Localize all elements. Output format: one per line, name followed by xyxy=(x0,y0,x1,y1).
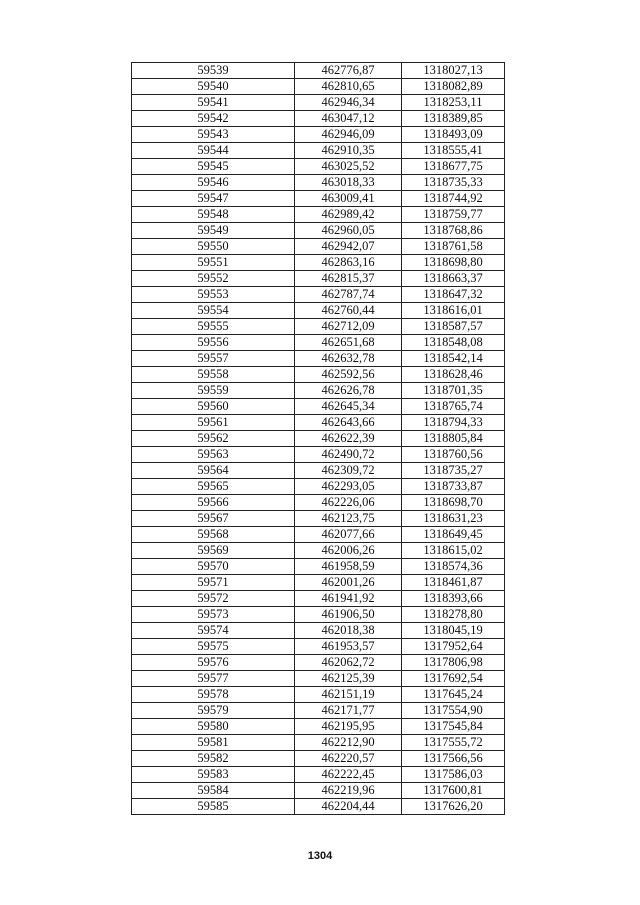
x-coordinate-cell: 462062,72 xyxy=(295,655,402,671)
y-coordinate-cell: 1318765,74 xyxy=(402,399,505,415)
x-coordinate-cell: 462592,56 xyxy=(295,367,402,383)
table-row xyxy=(132,735,505,751)
table-row xyxy=(132,687,505,703)
page-number: 1304 xyxy=(307,850,333,862)
table-row xyxy=(132,463,505,479)
x-coordinate-cell: 462006,26 xyxy=(295,543,402,559)
x-coordinate-cell: 462222,45 xyxy=(295,767,402,783)
x-coordinate-cell: 462643,66 xyxy=(295,415,402,431)
y-coordinate-cell: 1318735,27 xyxy=(402,463,505,479)
y-coordinate-cell: 1317626,20 xyxy=(402,799,505,815)
point-id-cell: 59541 xyxy=(132,95,295,111)
table-row xyxy=(132,415,505,431)
table-row xyxy=(132,303,505,319)
y-coordinate-cell: 1318735,33 xyxy=(402,175,505,191)
x-coordinate-cell: 462018,38 xyxy=(295,623,402,639)
table-row xyxy=(132,127,505,143)
table-row xyxy=(132,527,505,543)
y-coordinate-cell: 1318278,80 xyxy=(402,607,505,623)
y-coordinate-cell: 1317692,54 xyxy=(402,671,505,687)
x-coordinate-cell: 462220,57 xyxy=(295,751,402,767)
y-coordinate-cell: 1318744,92 xyxy=(402,191,505,207)
y-coordinate-cell: 1318698,70 xyxy=(402,495,505,511)
x-coordinate-cell: 462651,68 xyxy=(295,335,402,351)
table-row xyxy=(132,271,505,287)
table-row xyxy=(132,575,505,591)
table-row xyxy=(132,799,505,815)
table-row xyxy=(132,447,505,463)
y-coordinate-cell: 1318616,01 xyxy=(402,303,505,319)
x-coordinate-cell: 462309,72 xyxy=(295,463,402,479)
x-coordinate-cell: 462946,34 xyxy=(295,95,402,111)
y-coordinate-cell: 1318555,41 xyxy=(402,143,505,159)
point-id-cell: 59555 xyxy=(132,319,295,335)
y-coordinate-cell: 1318082,89 xyxy=(402,79,505,95)
point-id-cell: 59574 xyxy=(132,623,295,639)
point-id-cell: 59547 xyxy=(132,191,295,207)
table-row xyxy=(132,399,505,415)
point-id-cell: 59543 xyxy=(132,127,295,143)
x-coordinate-cell: 463009,41 xyxy=(295,191,402,207)
table-row xyxy=(132,751,505,767)
point-id-cell: 59569 xyxy=(132,543,295,559)
y-coordinate-cell: 1318759,77 xyxy=(402,207,505,223)
point-id-cell: 59565 xyxy=(132,479,295,495)
table-row xyxy=(132,767,505,783)
point-id-cell: 59578 xyxy=(132,687,295,703)
y-coordinate-cell: 1318542,14 xyxy=(402,351,505,367)
point-id-cell: 59576 xyxy=(132,655,295,671)
point-id-cell: 59557 xyxy=(132,351,295,367)
y-coordinate-cell: 1318587,57 xyxy=(402,319,505,335)
point-id-cell: 59564 xyxy=(132,463,295,479)
x-coordinate-cell: 462195,95 xyxy=(295,719,402,735)
y-coordinate-cell: 1317806,98 xyxy=(402,655,505,671)
y-coordinate-cell: 1318805,84 xyxy=(402,431,505,447)
x-coordinate-cell: 462077,66 xyxy=(295,527,402,543)
point-id-cell: 59567 xyxy=(132,511,295,527)
x-coordinate-cell: 461941,92 xyxy=(295,591,402,607)
x-coordinate-cell: 462626,78 xyxy=(295,383,402,399)
y-coordinate-cell: 1318493,09 xyxy=(402,127,505,143)
table-row xyxy=(132,175,505,191)
point-id-cell: 59545 xyxy=(132,159,295,175)
point-id-cell: 59540 xyxy=(132,79,295,95)
y-coordinate-cell: 1318615,02 xyxy=(402,543,505,559)
y-coordinate-cell: 1317952,64 xyxy=(402,639,505,655)
x-coordinate-cell: 462760,44 xyxy=(295,303,402,319)
point-id-cell: 59583 xyxy=(132,767,295,783)
coordinates-table-body xyxy=(132,63,505,815)
y-coordinate-cell: 1318628,46 xyxy=(402,367,505,383)
point-id-cell: 59562 xyxy=(132,431,295,447)
point-id-cell: 59575 xyxy=(132,639,295,655)
point-id-cell: 59563 xyxy=(132,447,295,463)
table-row xyxy=(132,367,505,383)
table-row xyxy=(132,655,505,671)
table-row xyxy=(132,783,505,799)
table-row xyxy=(132,255,505,271)
point-id-cell: 59581 xyxy=(132,735,295,751)
point-id-cell: 59550 xyxy=(132,239,295,255)
x-coordinate-cell: 461906,50 xyxy=(295,607,402,623)
x-coordinate-cell: 462910,35 xyxy=(295,143,402,159)
point-id-cell: 59579 xyxy=(132,703,295,719)
y-coordinate-cell: 1318574,36 xyxy=(402,559,505,575)
point-id-cell: 59585 xyxy=(132,799,295,815)
y-coordinate-cell: 1318733,87 xyxy=(402,479,505,495)
y-coordinate-cell: 1317555,72 xyxy=(402,735,505,751)
table-row xyxy=(132,63,505,79)
x-coordinate-cell: 462810,65 xyxy=(295,79,402,95)
x-coordinate-cell: 462171,77 xyxy=(295,703,402,719)
x-coordinate-cell: 462989,42 xyxy=(295,207,402,223)
x-coordinate-cell: 462712,09 xyxy=(295,319,402,335)
x-coordinate-cell: 461953,57 xyxy=(295,639,402,655)
y-coordinate-cell: 1318548,08 xyxy=(402,335,505,351)
point-id-cell: 59559 xyxy=(132,383,295,399)
table-row xyxy=(132,191,505,207)
point-id-cell: 59546 xyxy=(132,175,295,191)
x-coordinate-cell: 462125,39 xyxy=(295,671,402,687)
point-id-cell: 59560 xyxy=(132,399,295,415)
y-coordinate-cell: 1318677,75 xyxy=(402,159,505,175)
point-id-cell: 59539 xyxy=(132,63,295,79)
y-coordinate-cell: 1317600,81 xyxy=(402,783,505,799)
table-row xyxy=(132,543,505,559)
x-coordinate-cell: 462776,87 xyxy=(295,63,402,79)
x-coordinate-cell: 462123,75 xyxy=(295,511,402,527)
x-coordinate-cell: 462226,06 xyxy=(295,495,402,511)
point-id-cell: 59544 xyxy=(132,143,295,159)
table-row xyxy=(132,479,505,495)
point-id-cell: 59582 xyxy=(132,751,295,767)
y-coordinate-cell: 1318631,23 xyxy=(402,511,505,527)
y-coordinate-cell: 1318760,56 xyxy=(402,447,505,463)
x-coordinate-cell: 463018,33 xyxy=(295,175,402,191)
point-id-cell: 59556 xyxy=(132,335,295,351)
point-id-cell: 59573 xyxy=(132,607,295,623)
table-row xyxy=(132,623,505,639)
table-row xyxy=(132,607,505,623)
x-coordinate-cell: 462204,44 xyxy=(295,799,402,815)
y-coordinate-cell: 1318649,45 xyxy=(402,527,505,543)
table-row xyxy=(132,703,505,719)
table-row xyxy=(132,143,505,159)
point-id-cell: 59548 xyxy=(132,207,295,223)
table-row xyxy=(132,559,505,575)
y-coordinate-cell: 1318701,35 xyxy=(402,383,505,399)
y-coordinate-cell: 1318698,80 xyxy=(402,255,505,271)
table-row xyxy=(132,207,505,223)
table-row xyxy=(132,495,505,511)
x-coordinate-cell: 462787,74 xyxy=(295,287,402,303)
x-coordinate-cell: 461958,59 xyxy=(295,559,402,575)
point-id-cell: 59561 xyxy=(132,415,295,431)
table-row xyxy=(132,287,505,303)
y-coordinate-cell: 1318761,58 xyxy=(402,239,505,255)
coordinates-table xyxy=(131,62,505,815)
table-row xyxy=(132,719,505,735)
y-coordinate-cell: 1318389,85 xyxy=(402,111,505,127)
point-id-cell: 59554 xyxy=(132,303,295,319)
x-coordinate-cell: 463025,52 xyxy=(295,159,402,175)
x-coordinate-cell: 462490,72 xyxy=(295,447,402,463)
point-id-cell: 59570 xyxy=(132,559,295,575)
table-row xyxy=(132,591,505,607)
x-coordinate-cell: 462942,07 xyxy=(295,239,402,255)
table-row xyxy=(132,159,505,175)
point-id-cell: 59571 xyxy=(132,575,295,591)
point-id-cell: 59558 xyxy=(132,367,295,383)
point-id-cell: 59551 xyxy=(132,255,295,271)
x-coordinate-cell: 462293,05 xyxy=(295,479,402,495)
point-id-cell: 59552 xyxy=(132,271,295,287)
x-coordinate-cell: 463047,12 xyxy=(295,111,402,127)
table-row xyxy=(132,351,505,367)
y-coordinate-cell: 1318794,33 xyxy=(402,415,505,431)
x-coordinate-cell: 462622,39 xyxy=(295,431,402,447)
table-row xyxy=(132,639,505,655)
y-coordinate-cell: 1317566,56 xyxy=(402,751,505,767)
point-id-cell: 59580 xyxy=(132,719,295,735)
table-row xyxy=(132,79,505,95)
y-coordinate-cell: 1317645,24 xyxy=(402,687,505,703)
table-row xyxy=(132,111,505,127)
point-id-cell: 59549 xyxy=(132,223,295,239)
y-coordinate-cell: 1318253,11 xyxy=(402,95,505,111)
table-row xyxy=(132,239,505,255)
y-coordinate-cell: 1318663,37 xyxy=(402,271,505,287)
point-id-cell: 59553 xyxy=(132,287,295,303)
y-coordinate-cell: 1318768,86 xyxy=(402,223,505,239)
x-coordinate-cell: 462001,26 xyxy=(295,575,402,591)
table-row xyxy=(132,319,505,335)
x-coordinate-cell: 462632,78 xyxy=(295,351,402,367)
y-coordinate-cell: 1318647,32 xyxy=(402,287,505,303)
y-coordinate-cell: 1317545,84 xyxy=(402,719,505,735)
y-coordinate-cell: 1318393,66 xyxy=(402,591,505,607)
x-coordinate-cell: 462960,05 xyxy=(295,223,402,239)
y-coordinate-cell: 1317554,90 xyxy=(402,703,505,719)
x-coordinate-cell: 462219,96 xyxy=(295,783,402,799)
x-coordinate-cell: 462946,09 xyxy=(295,127,402,143)
point-id-cell: 59572 xyxy=(132,591,295,607)
table-row xyxy=(132,383,505,399)
table-row xyxy=(132,511,505,527)
y-coordinate-cell: 1318461,87 xyxy=(402,575,505,591)
table-row xyxy=(132,95,505,111)
table-row xyxy=(132,671,505,687)
table-row xyxy=(132,223,505,239)
point-id-cell: 59566 xyxy=(132,495,295,511)
x-coordinate-cell: 462815,37 xyxy=(295,271,402,287)
x-coordinate-cell: 462151,19 xyxy=(295,687,402,703)
x-coordinate-cell: 462863,16 xyxy=(295,255,402,271)
y-coordinate-cell: 1317586,03 xyxy=(402,767,505,783)
point-id-cell: 59577 xyxy=(132,671,295,687)
point-id-cell: 59584 xyxy=(132,783,295,799)
y-coordinate-cell: 1318027,13 xyxy=(402,63,505,79)
table-row xyxy=(132,431,505,447)
point-id-cell: 59542 xyxy=(132,111,295,127)
table-row xyxy=(132,335,505,351)
x-coordinate-cell: 462645,34 xyxy=(295,399,402,415)
x-coordinate-cell: 462212,90 xyxy=(295,735,402,751)
point-id-cell: 59568 xyxy=(132,527,295,543)
y-coordinate-cell: 1318045,19 xyxy=(402,623,505,639)
